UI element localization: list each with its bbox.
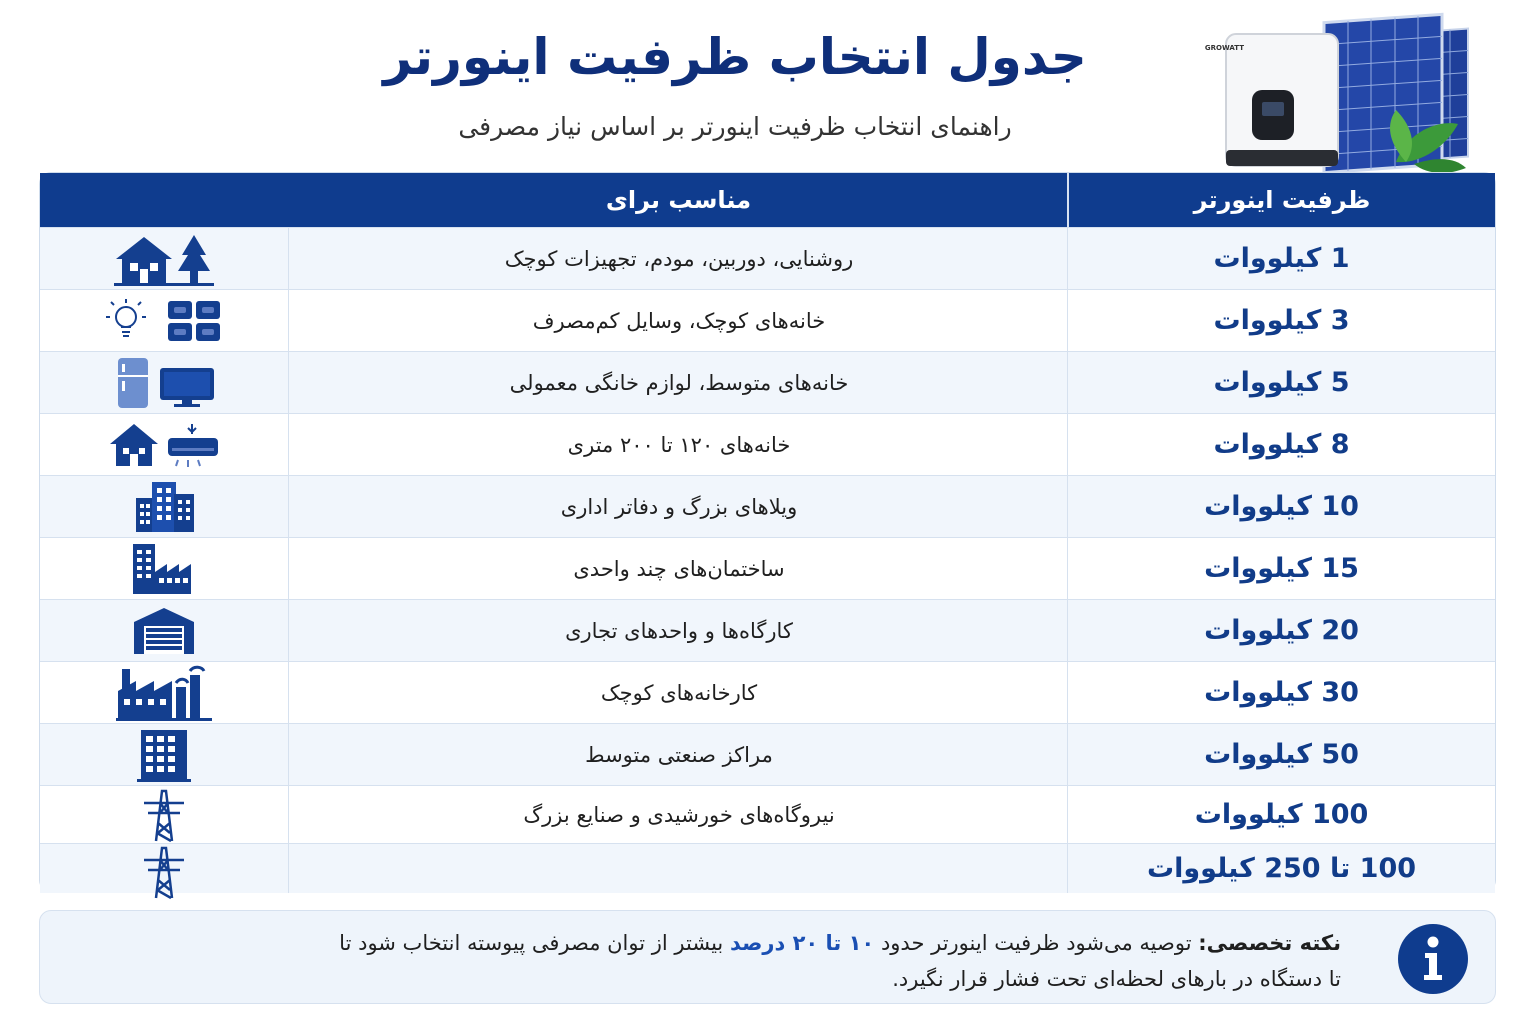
house-tree-icon bbox=[40, 228, 288, 289]
solar-inverter-icon bbox=[1204, 12, 1488, 177]
header-capacity: ظرفیت اینورتر bbox=[1067, 173, 1495, 227]
table-row bbox=[40, 413, 1495, 475]
table-row bbox=[40, 475, 1495, 537]
note-text bbox=[201, 925, 1341, 997]
capacity-cell: 30 کیلووات bbox=[1067, 662, 1495, 723]
capacity-cell: 8 کیلووات bbox=[1067, 414, 1495, 475]
note-text-after: بیشتر از توان مصرفی پیوسته انتخاب شود تا bbox=[339, 931, 724, 955]
info-icon bbox=[1397, 923, 1469, 995]
table-row bbox=[40, 537, 1495, 599]
lightbulb-solar-icon bbox=[40, 290, 288, 351]
page-title: جدول انتخاب ظرفیت اینورتر bbox=[383, 28, 1087, 86]
note-text-before: توصیه می‌شود ظرفیت اینورتر حدود bbox=[880, 931, 1192, 955]
industrial-building-icon bbox=[40, 724, 288, 785]
table-header bbox=[40, 173, 1495, 227]
brand-label: GROWATT bbox=[1204, 44, 1244, 52]
table-row bbox=[40, 227, 1495, 289]
capacity-cell: 10 کیلووات bbox=[1067, 476, 1495, 537]
header-suitable-for: مناسب برای bbox=[605, 186, 752, 214]
table-row bbox=[40, 661, 1495, 723]
suitable-for-cell: کارگاه‌ها و واحدهای تجاری bbox=[288, 600, 1069, 661]
capacity-cell: 20 کیلووات bbox=[1067, 600, 1495, 661]
suitable-for-cell: ویلاهای بزرگ و دفاتر اداری bbox=[288, 476, 1069, 537]
page-subtitle: راهنمای انتخاب ظرفیت اینورتر بر اساس نیاز مصرفی bbox=[458, 112, 1012, 141]
inverter-capacity-table bbox=[39, 172, 1496, 892]
suitable-for-cell: کارخانه‌های کوچک bbox=[288, 662, 1069, 723]
suitable-for-cell: نیروگاه‌های خورشیدی و صنایع بزرگ bbox=[288, 786, 1069, 843]
expert-note bbox=[39, 910, 1496, 1004]
table-row bbox=[40, 723, 1495, 785]
table-row bbox=[40, 843, 1495, 893]
table-row bbox=[40, 785, 1495, 843]
fridge-tv-icon bbox=[40, 352, 288, 413]
note-label: نکته تخصصی: bbox=[1198, 931, 1341, 955]
house-ac-icon bbox=[40, 414, 288, 475]
note-line-1 bbox=[201, 925, 1341, 961]
capacity-cell: 100 تا 250 کیلووات bbox=[1067, 844, 1495, 893]
suitable-for-cell: خانه‌های متوسط، لوازم خانگی معمولی bbox=[288, 352, 1069, 413]
capacity-cell: 50 کیلووات bbox=[1067, 724, 1495, 785]
suitable-for-cell bbox=[288, 844, 1069, 893]
factory-icon bbox=[40, 662, 288, 723]
capacity-cell: 15 کیلووات bbox=[1067, 538, 1495, 599]
office-buildings-icon bbox=[40, 476, 288, 537]
suitable-for-cell: روشنایی، دوربین، مودم، تجهیزات کوچک bbox=[288, 228, 1069, 289]
table-row bbox=[40, 351, 1495, 413]
capacity-cell: 5 کیلووات bbox=[1067, 352, 1495, 413]
suitable-for-cell: مراکز صنعتی متوسط bbox=[288, 724, 1069, 785]
note-highlight: ۱۰ تا ۲۰ درصد bbox=[729, 931, 875, 955]
power-tower-icon bbox=[40, 786, 288, 843]
hero-illustration bbox=[1204, 12, 1488, 177]
multi-unit-building-icon bbox=[40, 538, 288, 599]
capacity-cell: 1 کیلووات bbox=[1067, 228, 1495, 289]
suitable-for-cell: خانه‌های کوچک، وسایل کم‌مصرف bbox=[288, 290, 1069, 351]
power-tower-icon bbox=[40, 844, 288, 893]
capacity-cell: 100 کیلووات bbox=[1067, 786, 1495, 843]
suitable-for-cell: خانه‌های ۱۲۰ تا ۲۰۰ متری bbox=[288, 414, 1069, 475]
note-line-2: تا دستگاه در بارهای لحظه‌ای تحت فشار قرار نگیرد. bbox=[892, 967, 1341, 991]
table-row bbox=[40, 599, 1495, 661]
capacity-cell: 3 کیلووات bbox=[1067, 290, 1495, 351]
suitable-for-cell: ساختمان‌های چند واحدی bbox=[288, 538, 1069, 599]
warehouse-icon bbox=[40, 600, 288, 661]
table-row bbox=[40, 289, 1495, 351]
